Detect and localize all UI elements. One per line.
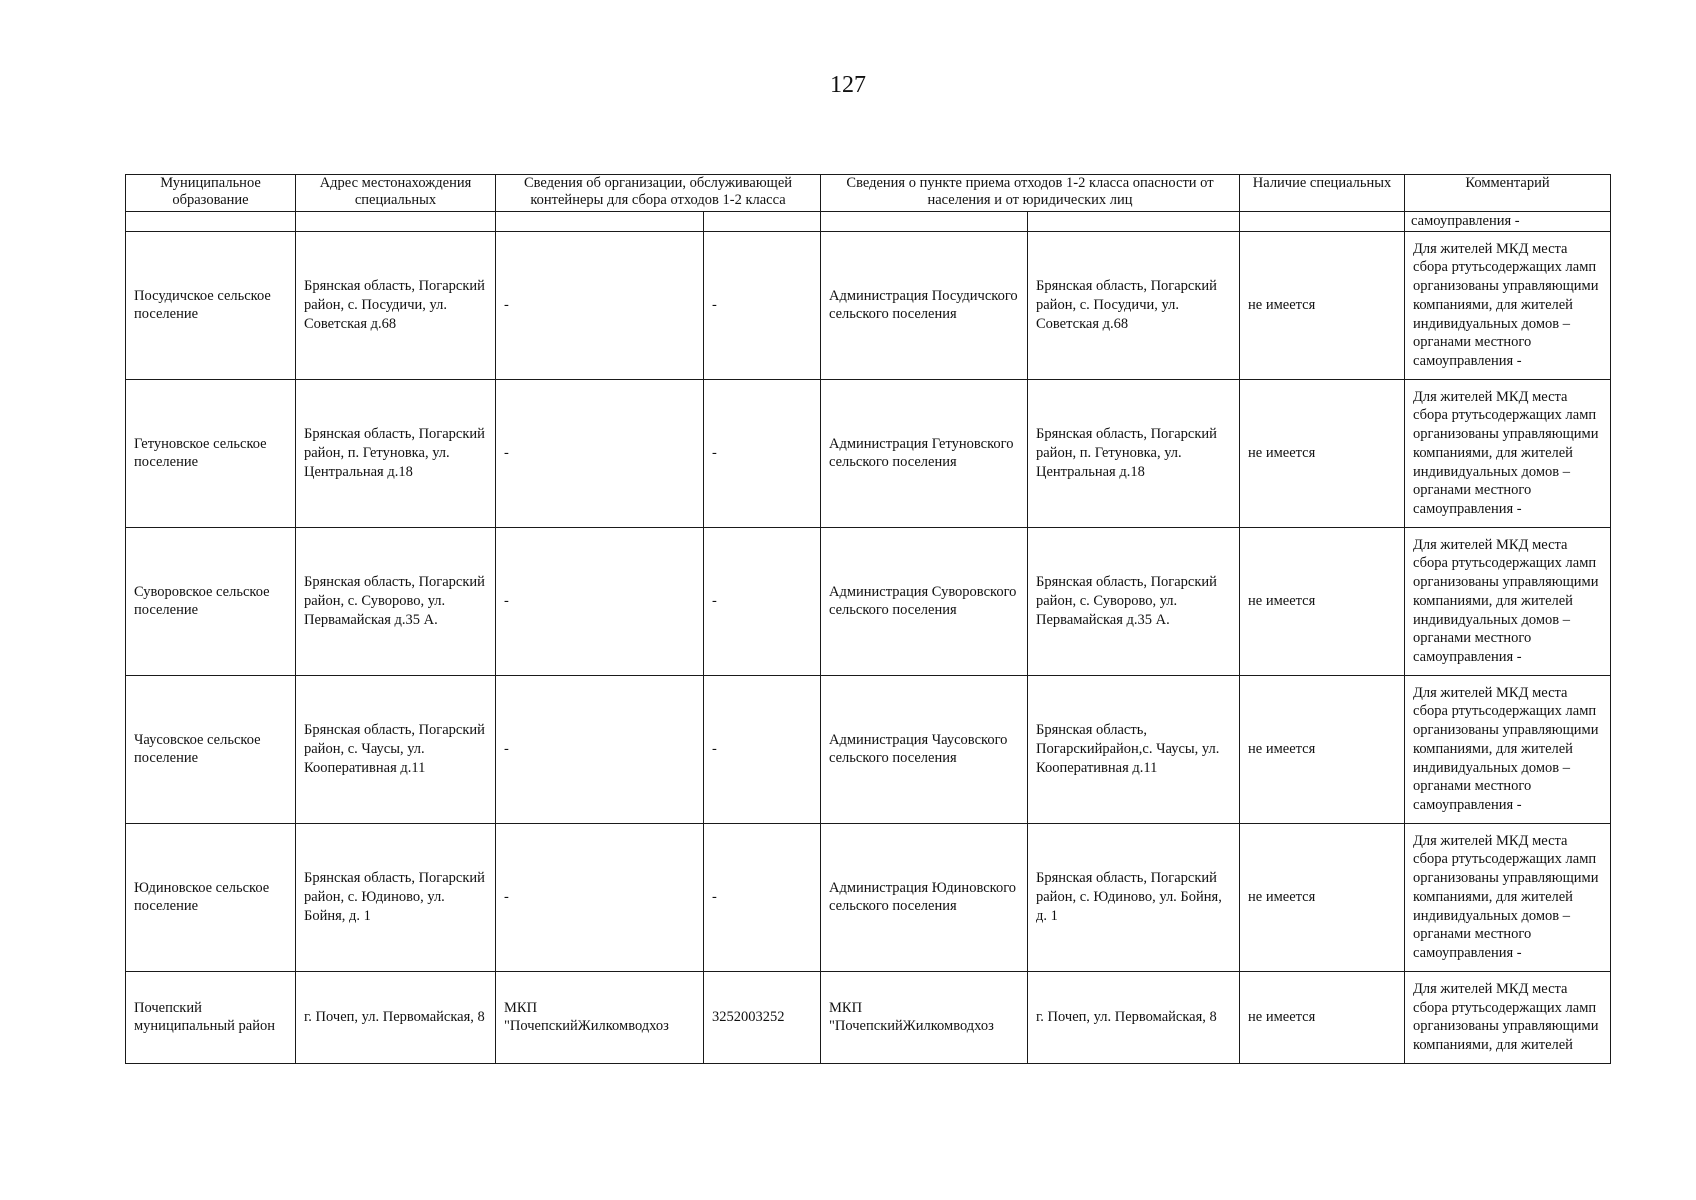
cell-point-address: Брянская область, Погарский район, п. Гетуновка, ул. Центральная д.18 (1028, 379, 1240, 527)
cell-org-name: МКП "ПочепскийЖилкомводхоз (496, 971, 704, 1063)
cell-availability: не имеется (1240, 675, 1405, 823)
cell-org-name: - (496, 231, 704, 379)
header-organization: Сведения об организации, обслуживающей контейнеры для сбора отходов 1-2 класса (496, 175, 821, 212)
table-row (126, 971, 1611, 1063)
cell-org-inn: - (704, 675, 821, 823)
cell-org-name: - (496, 823, 704, 971)
cell-point-name: Администрация Чаусовского сельского поселения (821, 675, 1028, 823)
cell-municipality: Гетуновское сельское поселение (126, 379, 296, 527)
cell-org-inn: - (704, 379, 821, 527)
cell-address: Брянская область, Погарский район, с. Чаусы, ул. Кооперативная д.11 (296, 675, 496, 823)
cell-address: Брянская область, Погарский район, с. Юдиново, ул. Бойня, д. 1 (296, 823, 496, 971)
cell-point-address: Брянская область, Погарский район, с. Посудичи, ул. Советская д.68 (1028, 231, 1240, 379)
cell-org-inn: - (704, 823, 821, 971)
cell-org-inn: - (704, 527, 821, 675)
cell-point-name: Администрация Гетуновского сельского поселения (821, 379, 1028, 527)
cell-point-address: Брянская область, Погарский район, с. Суворово, ул. Первамайская д.35 А. (1028, 527, 1240, 675)
cell-municipality: Почепский муниципальный район (126, 971, 296, 1063)
table-row (126, 231, 1611, 379)
cell-comment: Для жителей МКД места сбора ртутьсодержащих ламп организованы управляющими компаниями, для жителей индивидуальных домов – органами местного самоуправления - (1405, 675, 1611, 823)
cell-municipality: Юдиновское сельское поселение (126, 823, 296, 971)
cell-point-address: Брянская область, Погарский район, с. Юдиново, ул. Бойня, д. 1 (1028, 823, 1240, 971)
table-row (126, 527, 1611, 675)
cell-address: Брянская область, Погарский район, с. Посудичи, ул. Советская д.68 (296, 231, 496, 379)
cell-org-inn: 3252003252 (704, 971, 821, 1063)
cell-municipality: Посудичское сельское поселение (126, 231, 296, 379)
cell-point-name: Администрация Посудичского сельского поселения (821, 231, 1028, 379)
cell-availability: не имеется (1240, 823, 1405, 971)
cell-address: Брянская область, Погарский район, с. Суворово, ул. Первамайская д.35 А. (296, 527, 496, 675)
waste-collection-table (125, 174, 1611, 1064)
page-number: 127 (830, 72, 866, 98)
table-header-row (126, 175, 1611, 212)
header-comment: Комментарий (1405, 175, 1611, 212)
header-collection-point: Сведения о пункте приема отходов 1-2 класса опасности от населения и от юридических лиц (821, 175, 1240, 212)
cell-org-name: - (496, 675, 704, 823)
cell-municipality: Чаусовское сельское поселение (126, 675, 296, 823)
cell-point-address: г. Почеп, ул. Первомайская, 8 (1028, 971, 1240, 1063)
continuation-row (126, 212, 1611, 232)
table-row (126, 379, 1611, 527)
header-address: Адрес местонахождения специальных (296, 175, 496, 212)
cell-org-name: - (496, 379, 704, 527)
cell-point-name: МКП "ПочепскийЖилкомводхоз (821, 971, 1028, 1063)
cell-availability: не имеется (1240, 527, 1405, 675)
cell-comment: Для жителей МКД места сбора ртутьсодержащих ламп организованы управляющими компаниями, для жителей индивидуальных домов – органами местного самоуправления - (1405, 379, 1611, 527)
cell-comment: Для жителей МКД места сбора ртутьсодержащих ламп организованы управляющими компаниями, для жителей (1405, 971, 1611, 1063)
table-row (126, 675, 1611, 823)
table-row (126, 823, 1611, 971)
cell-availability: не имеется (1240, 231, 1405, 379)
cell-comment: Для жителей МКД места сбора ртутьсодержащих ламп организованы управляющими компаниями, для жителей индивидуальных домов – органами местного самоуправления - (1405, 527, 1611, 675)
cell-availability: не имеется (1240, 379, 1405, 527)
cell-address: г. Почеп, ул. Первомайская, 8 (296, 971, 496, 1063)
cell-org-inn: - (704, 231, 821, 379)
cell-comment: Для жителей МКД места сбора ртутьсодержащих ламп организованы управляющими компаниями, для жителей индивидуальных домов – органами местного самоуправления - (1405, 823, 1611, 971)
cell-point-name: Администрация Суворовского сельского поселения (821, 527, 1028, 675)
cell-municipality: Суворовское сельское поселение (126, 527, 296, 675)
cell-comment: Для жителей МКД места сбора ртутьсодержащих ламп организованы управляющими компаниями, для жителей индивидуальных домов – органами местного самоуправления - (1405, 231, 1611, 379)
cell-point-name: Администрация Юдиновского сельского поселения (821, 823, 1028, 971)
continuation-comment: самоуправления - (1405, 212, 1611, 232)
cell-point-address: Брянская область, Погарскийрайон,с. Чаусы, ул. Кооперативная д.11 (1028, 675, 1240, 823)
cell-availability: не имеется (1240, 971, 1405, 1063)
cell-address: Брянская область, Погарский район, п. Гетуновка, ул. Центральная д.18 (296, 379, 496, 527)
header-availability: Наличие специальных (1240, 175, 1405, 212)
cell-org-name: - (496, 527, 704, 675)
header-municipality: Муниципальное образование (126, 175, 296, 212)
